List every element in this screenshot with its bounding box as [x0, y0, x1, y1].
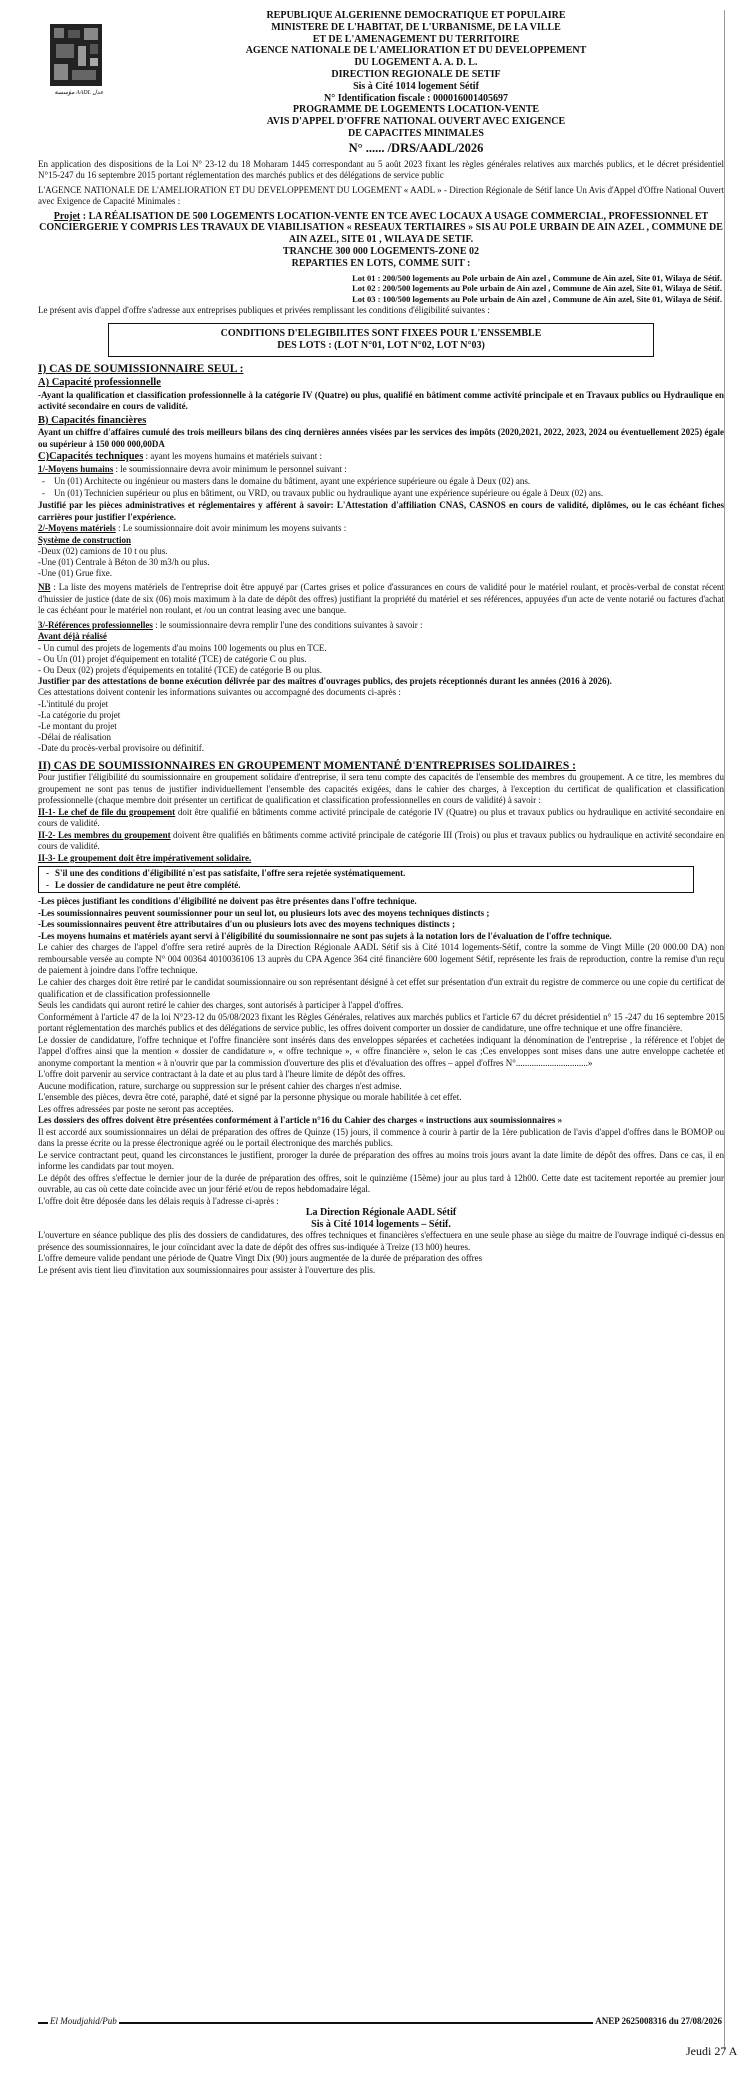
body-paragraph: Le service contractant peut, quand les circonstances le justifient, proroger la durée de préparation des offres au moins trois jours avant la date limite de dépôt des offres. Dans ce cas, il en informe les candidats par tout moyen. — [38, 1149, 724, 1172]
page-footer — [38, 2016, 724, 2030]
section2-title: II) CAS DE SOUMISSIONNAIRES EN GROUPEMENT MOMENTANÉ D'ENTREPRISES SOLIDAIRES : — [38, 759, 576, 772]
closing-paragraph: L'offre demeure valide pendant une période de Quatre Vingt Dix (90) jours augmentée de la durée de préparation des offres — [38, 1253, 483, 1264]
justifier-paragraph: Justifier par des attestations de bonne exécution délivrée par des maîtres d'ouvrages publics, des projets réceptionnés durant les années (2016 à 2026). — [38, 675, 612, 686]
avant-list — [38, 643, 724, 676]
list-item: -L'intitulé du projet — [38, 698, 109, 709]
nb-text: : La liste des moyens matériels de l'entreprise doit être appuyé par (Cartes grises et police d'assurances en cours de validité pour le matériel roulant, et procès-verbal de constat récent d'huissier de justice (date de six (06) mois maximum à la date de dépôt des offres) justifiant la propriété du matériel et ses références, appuyées d'un acte de vente notarié ou factures d'achat le cas échéant pour le matériel non roulant, et /ou un contrat leasing avec une banque. — [38, 582, 724, 616]
section2-intro: Pour justifier l'éligibilité du soumissionnaire en groupement solidaire d'entreprise, il sera tenu compte des capacités de l'ensemble des membres du groupement. A ce titre, les membres du groupement ne sont pas tenus de justifier individuellement l'ensemble des capacités exigées, dans le cahier des charges, à l'exception du certificat de qualification et classification professionnelle (chaque membre doit présenter un certificat de qualification et classification professionnelles en cours de validité) à savoir : — [38, 772, 724, 806]
conditions-line: CONDITIONS D'ELEGIBILITES SONT FIXEES POUR L'ENSSEMBLE — [220, 327, 542, 339]
chef-de-file-paragraph — [38, 807, 724, 830]
capacites-financieres-title: B) Capacités financières — [38, 414, 147, 426]
body-paragraph: Le dossier de candidature, l'offre technique et l'offre financière sont insérés dans des enveloppes séparées et cachetées indiquant la dénomination de l'entreprise , la référence et l'objet de l'appel d'offres ainsi que la mention « dossier de candidature », « offre technique », « offre financière », selon le cas ;Ces enveloppes sont mises dans une autre enveloppe cachetée et anonyme comportant la mention « à n'ouvrir que par la commission d'ouverture des plis et d'évaluation des offres – appel d'offres N°................................» — [38, 1034, 724, 1068]
membres-text: doivent être qualifiés en bâtiments comme activité principale de catégorie III (Trois) ou plus et travaux publics ou hydraulique en activité secondaire en cours de validité. — [38, 829, 725, 852]
lot-item: Lot 03 : 100/500 logements au Pole urbain de Ain azel , Commune de Ain azel, Site 01, Wilaya de Sétif. — [352, 294, 722, 305]
closing-paragraph: Le présent avis tient lieu d'invitation aux soumissionnaires pour assister à l'ouverture des plis. — [38, 1264, 376, 1275]
list-item: - Un (01) Architecte ou ingénieur ou masters dans le domaine du bâtiment, ayant une expérience supérieure ou égale à Deux (02) ans. — [38, 476, 724, 488]
reference-number: N° ...... /DRS/AADL/2026 — [348, 140, 484, 155]
address-line: Sis à Cité 1014 logements – Sétif. — [311, 1218, 451, 1230]
body-paragraph: L'offre doit être déposée dans les délais requis à l'adresse ci-après : — [38, 1195, 279, 1206]
avis-paragraph: Le présent avis d'appel d'offre s'adresse aux entreprises publiques et privées remplissant les conditions d'éligibilité suivantes : — [38, 305, 490, 316]
capacite-professionnelle-text: -Ayant la qualification et classification professionnelle à la catégorie IV (Quatre) ou plus, qualifié en bâtiment comme activité principale et en Travaux publics ou Hydraulique en activité secondaire en cours de validité. — [38, 389, 724, 412]
body-paragraph: L'ensemble des pièces, devra être coté, paraphé, daté et signé par la personne physique ou morale habilitée à cet effet. — [38, 1092, 462, 1103]
deposit-address — [38, 1207, 724, 1230]
references-paragraph — [38, 620, 724, 632]
body-paragraph: Il est accordé aux soumissionnaires un délai de préparation des offres de Quinze (15) jours, il commence à courir à partir de la 1ère publication de l'avis d'appel d'offres dans le BOMOP ou dans la presse écrite ou la presse électronique agréé ou le portail électronique des marchés publics. — [38, 1126, 724, 1149]
moyens-materiels-text: : Le soumissionnaire doit avoir minimum les moyens suivants : — [115, 523, 347, 534]
lot-item: Lot 01 : 200/500 logements au Pole urbain de Ain azel , Commune de Ain azel, Site 01, Wilaya de Sétif. — [352, 272, 722, 283]
attestations-list — [38, 699, 724, 754]
warning-item: - S'il une des conditions d'éligibilité n'est pas satisfaite, l'offre sera rejetée systématiquement. — [43, 868, 689, 880]
chef-de-file-label: II-1- Le chef de file du groupement — [38, 806, 176, 817]
section1-title: I) CAS DE SOUMISSIONNAIRE SEUL : — [38, 362, 244, 375]
capacites-techniques — [38, 450, 724, 463]
moyens-humains-label: 1/-Moyens humains — [38, 463, 114, 474]
chef-de-file-text: doit être qualifié en bâtiments comme activité principale de catégorie IV (Quatre) ou plus et travaux publics ou hydraulique en activité secondaire en cours de validité. — [38, 806, 724, 829]
list-item: - Un (01) Technicien supérieur ou plus en bâtiment, ou VRD, ou travaux public ou hydraulique ayant une expérience supérieure ou égale à Deux (02) ans. — [38, 488, 724, 500]
capacites-financieres-text: Ayant un chiffre d'affaires cumulé des trois meilleurs bilans des cinq dernières années visées par les services des impôts (2020,2021, 2022, 2023, 2024 ou éventuellement 2025) égale ou supérieur à 150 000 000,00DA — [38, 427, 724, 449]
attestations-paragraph: Ces attestations doivent contenir les informations suivantes ou accompagné des documents ci-après : — [38, 687, 401, 698]
list-item: -Le montant du projet — [38, 720, 117, 731]
header-line: REPUBLIQUE ALGERIENNE DEMOCRATIQUE ET POPULAIRE — [266, 10, 566, 21]
list-item: -Deux (02) camions de 10 t ou plus. — [38, 546, 168, 557]
moyens-humains — [38, 464, 724, 476]
warning-item: - Le dossier de candidature ne peut être complété. — [43, 880, 689, 892]
lot-item: Lot 02 : 200/500 logements au Pole urbain de Ain azel , Commune de Ain azel, Site 01, Wilaya de Sétif. — [352, 283, 722, 294]
nb-paragraph — [38, 582, 724, 617]
closing-paragraph: L'ouverture en séance publique des plis des dossiers de candidatures, des offres techniques et financières s'effectuera en une seule phase au siège du maitre de l'ouvrage indiqué ci-dessus en présence des soumissionnaires, le jour coïncidant avec la date de dépôt des offres sus-indiquée à Treize (13 h00) heures. — [38, 1230, 724, 1252]
list-item: -Une (01) Centrale à Béton de 30 m3/h ou plus. — [38, 557, 210, 568]
moyens-humains-text: : le soumissionnaire devra avoir minimum le personnel suivant : — [113, 463, 347, 474]
header-line: DIRECTION REGIONALE DE SETIF — [331, 68, 501, 80]
project-label: Projet — [53, 210, 81, 222]
aadl-logo — [50, 24, 102, 86]
list-item: -Une (01) Grue fixe. — [38, 568, 112, 579]
solidaire-label: II-3- Le groupement doit être impérativement solidaire. — [38, 852, 252, 863]
body-paragraph: Le dépôt des offres s'effectue le dernier jour de la durée de préparation des offres, soit le quinzième (15ème) jour au plus tard à 12h00. Cette date est tacitement reportée au premier jour ouvrable, au cas où cette date coïncide avec un jour férié et/ou de repos hebdomadaire légal. — [38, 1172, 724, 1195]
materiels-list — [38, 546, 724, 579]
body-paragraph: -Les pièces justifiant les conditions d'éligibilité ne doivent pas être présentes dans l'offre technique. — [38, 896, 417, 907]
avant-label: Avant déjà réalisé — [38, 631, 107, 642]
header-line: AGENCE NATIONALE DE L'AMELIORATION ET DU DEVELOPPEMENT — [245, 45, 587, 57]
header-line: AVIS D'APPEL D'OFFRE NATIONAL OUVERT AVEC EXIGENCE — [266, 116, 566, 128]
header-line: DU LOGEMENT A. A. D. L. — [354, 57, 478, 69]
header-line: PROGRAMME DE LOGEMENTS LOCATION-VENTE — [292, 104, 540, 116]
moyens-materiels — [38, 523, 724, 535]
conditions-line: DES LOTS : (LOT N°01, LOT N°02, LOT N°03) — [277, 339, 485, 351]
references-label: 3/-Références professionnelles — [38, 619, 153, 630]
announcement-page — [38, 10, 725, 2050]
intro-paragraph: En application des dispositions de la Loi N° 23-12 du 18 Moharam 1445 correspondant au 5 août 2023 fixant les règles générales relatives aux marchés publics, et le décret présidentiel N°15-247 du 16 septembre 2015 portant réglementation des marchés publics et des délégations de service public — [38, 158, 724, 181]
body-paragraph: Le cahier des charges doit être retiré par le candidat soumissionnaire ou son représentant désigné à cet effet sur présentation d'un extrait du registre de commerce ou une copie du certificat de qualification et de classification professionnelle — [38, 977, 724, 999]
header-line: Sis à Cité 1014 logement Sétif — [353, 80, 479, 92]
capacites-techniques-intro: : ayant les moyens humains et matériels suivant : — [143, 451, 323, 462]
body-paragraph: -Les moyens humains et matériels ayant servi à l'éligibilité du soumissionnaire ne sont pas sujets à la notation lors de l'évaluation de l'offre technique. — [38, 930, 612, 941]
conditions-box — [108, 323, 654, 357]
header-line: ET DE L'AMENAGEMENT DU TERRITOIRE — [312, 33, 520, 45]
body-paragraph: -Les soumissionnaires peuvent soumissionner pour un seul lot, ou plusieurs lots avec des moyens techniques distincts ; — [38, 907, 490, 918]
intro-paragraph: L'AGENCE NATIONALE DE L'AMELIORATION ET DU DEVELOPPEMENT DU LOGEMENT « AADL » - Direction Régionale de Sétif lance Un Avis d'Appel d'Offre National Ouvert avec Exigence de Capacité Minimales : — [38, 184, 724, 207]
body-paragraph: Les dossiers des offres doivent être présentées conformément à l'article n°16 du Cahier des charges « instructions aux soumissionnaires » — [38, 1115, 563, 1126]
project-tranche: TRANCHE 300 000 LOGEMENTS-ZONE 02 — [282, 245, 480, 257]
body-paragraph: Les offres adressées par poste ne seront pas acceptées. — [38, 1103, 234, 1114]
references-text: : le soumissionnaire devra remplir l'une des conditions suivantes à savoir : — [152, 619, 423, 630]
body-paragraph: Le cahier des charges de l'appel d'offre sera retiré auprès de la Direction Régionale AADL Sétif sis à Cité 1014 logements-Sétif, contre la somme de Vingt Mille (20 000.00 DA) non remboursable versée au compte N° 004 00364 4010036106 13 auprès du CPA Agence 364 cité financière 600 logement Sétif, représente les frais de reproduction, contre la remise d'un reçu de paiement à joindre dans l'offre technique. — [38, 942, 724, 976]
list-item: -Délai de réalisation — [38, 731, 111, 742]
list-item: -La catégorie du projet — [38, 709, 121, 720]
list-item: -Date du procès-verbal provisoire ou définitif. — [38, 742, 204, 753]
body-paragraph: Conformément à l'article 47 de la loi N°23-12 du 05/08/2023 fixant les Règles Générales, relatives aux marchés publics et l'article 67 du décret présidentiel n° 15 -247 du 16 septembre 2015 portant réglementation des marchés publics et des délégations de service public, les offres doivent comporter un dossier de candidature, une offre technique et une offre financière. — [38, 1011, 724, 1034]
project-title — [38, 211, 724, 270]
justifie-paragraph: Justifié par les pièces administratives et réglementaires y afférent à savoir: L'Attestation d'affiliation CNAS, CASNOS en cours de validité, diplômes, ou le cas échéant fiches carrières pour justifier l'expérience. — [38, 500, 724, 522]
body-paragraphs — [38, 896, 724, 1207]
header-line: MINISTERE DE L'HABITAT, DE L'URBANISME, DE LA VILLE — [271, 21, 561, 33]
project-text: : LA RÉALISATION DE 500 LOGEMENTS LOCATION-VENTE EN TCE AVEC LOCAUX A USAGE COMMERCIAL, PROFESSIONNEL ET CONCIERGERIE Y COMPRIS LES TRAVAUX DE VIABILISATION « RESEAUX TERTIAIRES » SIS AU POLE URBAIN DE AIN AZEL , COMMUNE DE AIN AZEL, SITE 01 , WILAYA DE SETIF. — [39, 210, 723, 246]
capacite-professionnelle-title: A) Capacité professionnelle — [38, 377, 161, 389]
header-line: DE CAPACITES MINIMALES — [348, 127, 484, 139]
header-line: N° Identification fiscale : 000016001405697 — [324, 92, 508, 104]
capacites-techniques-title: C)Capacités techniques — [38, 451, 144, 463]
membres-label: II-2- Les membres du groupement — [38, 829, 171, 840]
project-repartition: REPARTIES EN LOTS, COMME SUIT : — [291, 257, 471, 269]
list-item: - Un cumul des projets de logements d'au moins 100 logements ou plus en TCE. — [38, 642, 327, 653]
address-line: La Direction Régionale AADL Sétif — [305, 1207, 457, 1219]
systeme-construction-label: Système de construction — [38, 534, 131, 545]
footer-publisher: El Moudjahid/Pub — [50, 2016, 117, 2026]
body-paragraph: -Les soumissionnaires peuvent être attributaires d'un ou plusieurs lots avec des moyens techniques distincts ; — [38, 919, 456, 930]
logo-caption: مؤسسة AADL عدل — [54, 90, 104, 96]
document-header — [108, 10, 724, 156]
footer-anep-reference: ANEP 2625008316 du 27/08/2026 — [595, 2016, 722, 2026]
rejection-warning-box — [38, 866, 694, 893]
lots-list — [38, 273, 724, 306]
body-paragraph: Seuls les candidats qui auront retiré le cahier des charges, sont autorisés à participer à l'appel d'offres. — [38, 1000, 404, 1011]
body-paragraph: Aucune modification, rature, surcharge ou suppression sur le présent cahier des charges n'est admise. — [38, 1080, 402, 1091]
list-item: - Ou Deux (02) projets d'équipements en totalité (TCE) de catégorie B ou plus. — [38, 664, 323, 675]
moyens-materiels-label: 2/-Moyens matériels — [38, 523, 116, 534]
body-paragraph: L'offre doit parvenir au service contractant à la date et au plus tard à l'heure limite de dépôt des offres. — [38, 1069, 406, 1080]
nb-label: NB — [38, 582, 51, 593]
moyens-humains-list — [38, 476, 724, 499]
membres-paragraph — [38, 830, 724, 853]
list-item: - Ou Un (01) projet d'équipement en totalité (TCE) de catégorie C ou plus. — [38, 653, 307, 664]
page-date: Jeudi 27 A — [686, 2044, 738, 2058]
